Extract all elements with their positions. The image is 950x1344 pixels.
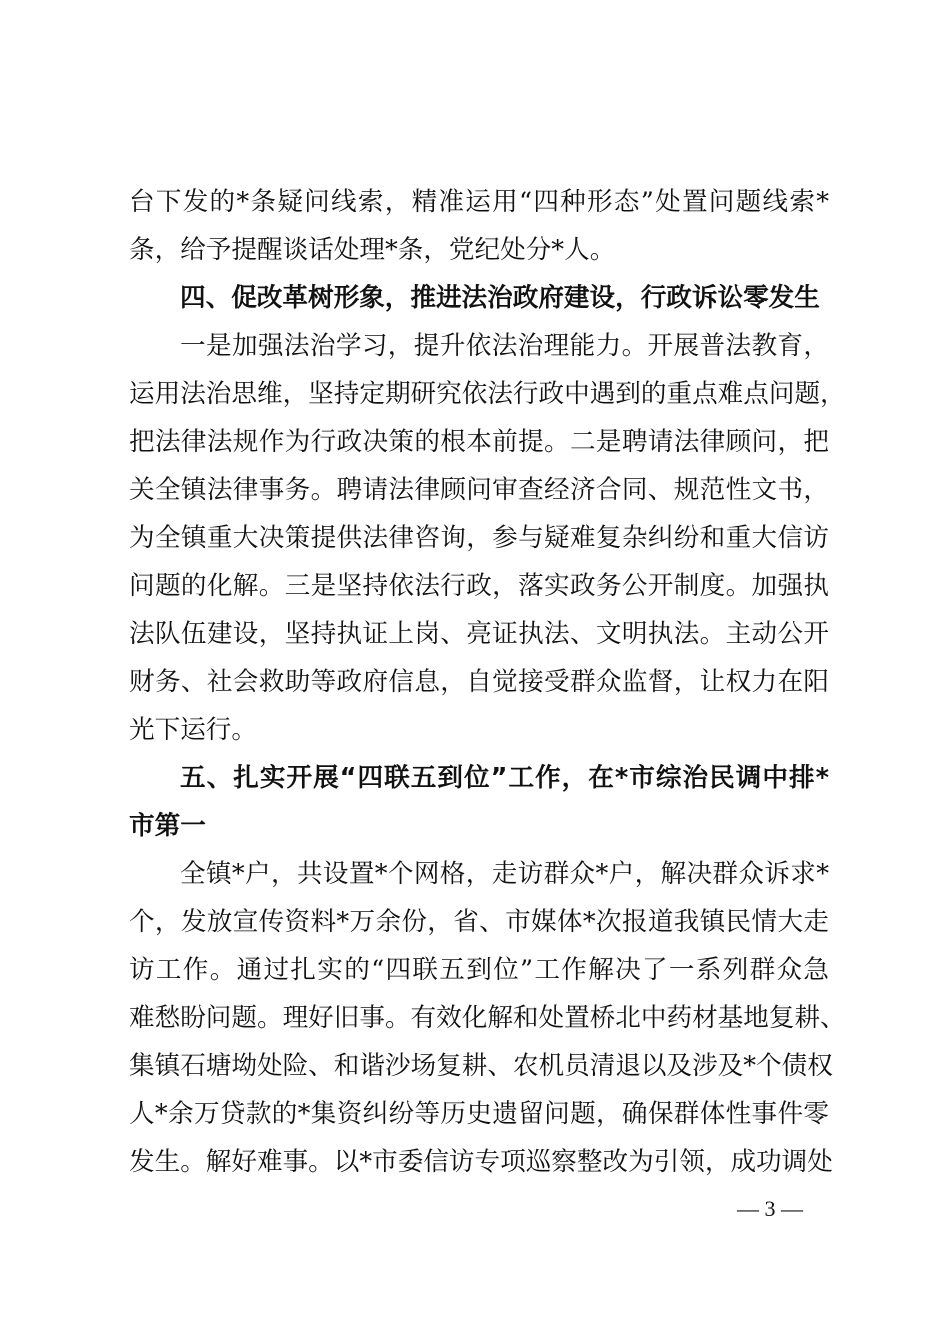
body-text-line: 运用法治思维，坚持定期研究依法行政中遇到的重点难点问题， (129, 379, 846, 409)
body-text-line: 一是加强法治学习，提升依法治理能力。开展普法教育， (180, 331, 829, 361)
body-text-line: 个，发放宣传资料*万余份，省、市媒体*次报道我镇民情大走 (129, 907, 829, 937)
section-heading: 五、扎实开展“四联五到位”工作，在*市综治民调中排* (180, 763, 829, 793)
body-text-line: 关全镇法律事务。聘请法律顾问审查经济合同、规范性文书， (129, 475, 829, 505)
body-text-line: 集镇石塘坳处险、和谐沙场复耕、农机员清退以及涉及*个债权 (129, 1051, 833, 1081)
body-text-line: 条，给予提醒谈话处理*条，党纪处分*人。 (129, 235, 616, 265)
body-text-line: 问题的化解。三是坚持依法行政，落实政务公开制度。加强执 (129, 571, 829, 601)
section-heading: 四、促改革树形象，推进法治政府建设，行政诉讼零发生 (180, 283, 820, 313)
body-text-line: 为全镇重大决策提供法律咨询，参与疑难复杂纠纷和重大信访 (129, 523, 829, 553)
body-text-line: 人*余万贷款的*集资纠纷等历史遗留问题，确保群体性事件零 (129, 1099, 829, 1129)
body-text-line: 全镇*户，共设置*个网格，走访群众*户，解决群众诉求* (180, 859, 829, 889)
body-text-line: 把法律法规作为行政决策的根本前提。二是聘请法律顾问，把 (129, 427, 829, 457)
page-number: — 3 — (737, 1196, 803, 1221)
body-text-line: 难愁盼问题。理好旧事。有效化解和处置桥北中药材基地复耕、 (129, 1003, 846, 1033)
body-text-line: 光下运行。 (129, 715, 257, 745)
body-text-line: 发生。解好难事。以*市委信访专项巡察整改为引领，成功调处 (129, 1147, 833, 1177)
body-text-line: 访工作。通过扎实的“四联五到位”工作解决了一系列群众急 (129, 955, 829, 985)
section-heading-continuation: 市第一 (129, 811, 206, 841)
body-text-line: 财务、社会救助等政府信息，自觉接受群众监督，让权力在阳 (129, 667, 829, 697)
body-text-line: 法队伍建设，坚持执证上岗、亮证执法、文明执法。主动公开 (129, 619, 829, 649)
body-text-line: 台下发的*条疑问线索，精准运用“四种形态”处置问题线索* (129, 187, 829, 217)
